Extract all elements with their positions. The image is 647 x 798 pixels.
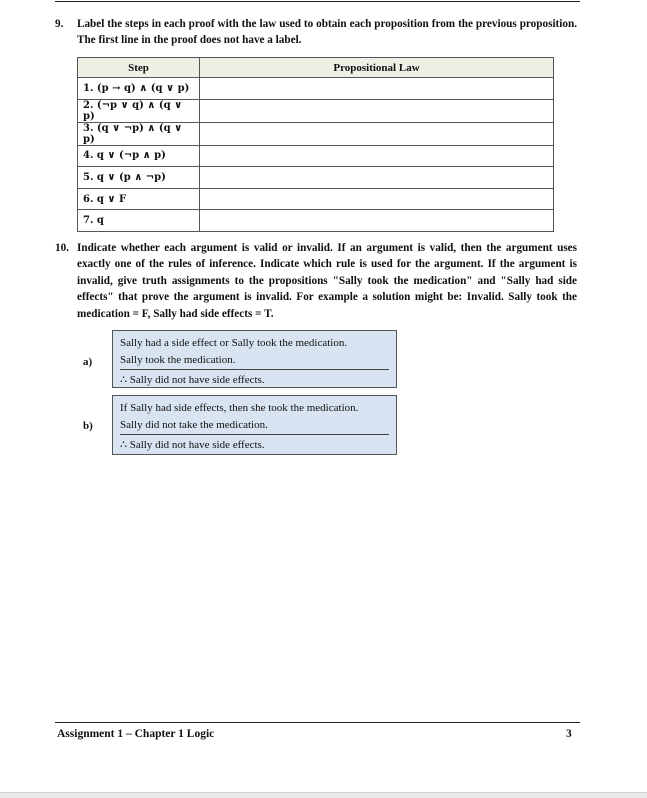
- argument-a-label: a): [83, 356, 93, 368]
- argument-a-box: [112, 330, 397, 388]
- law-cell[interactable]: [200, 188, 554, 210]
- table-row: [78, 145, 554, 167]
- step-cell: 1. (p → q) ∧ (q ∨ p): [78, 78, 200, 100]
- argument-b-divider: [120, 434, 389, 435]
- argument-a-conclusion: ∴ Sally did not have side effects.: [120, 374, 265, 386]
- argument-a-divider: [120, 369, 389, 370]
- argument-b-conclusion: ∴ Sally did not have side effects.: [120, 439, 265, 451]
- argument-b-box: [112, 395, 397, 455]
- law-cell[interactable]: [200, 145, 554, 167]
- table-row: [78, 78, 554, 100]
- argument-b-premise-2: Sally did not take the medication.: [120, 418, 268, 431]
- table-row: [78, 210, 554, 232]
- proof-table-header: [78, 58, 554, 78]
- step-cell: 3. (q ∨ ¬p) ∧ (q ∨ p): [78, 122, 200, 145]
- step-cell: 6. q ∨ F: [78, 188, 200, 210]
- law-cell[interactable]: [200, 167, 554, 189]
- argument-a-premise-1: Sally had a side effect or Sally took the medication.: [120, 337, 348, 349]
- table-row: [78, 122, 554, 145]
- question-9: [55, 16, 577, 49]
- step-cell: 2. (¬p ∨ q) ∧ (q ∨ p): [78, 99, 200, 122]
- law-cell[interactable]: [200, 210, 554, 232]
- step-cell: 7. q: [78, 210, 200, 232]
- page-edge: [0, 792, 647, 798]
- footer-title: Assignment 1 – Chapter 1 Logic: [57, 728, 215, 740]
- step-cell: 5. q ∨ (p ∧ ¬p): [78, 167, 200, 189]
- argument-b-premise-1: If Sally had side effects, then she took the medication.: [120, 402, 359, 414]
- question-10-number: 10.: [55, 242, 69, 254]
- question-10-text: Indicate whether each argument is valid or invalid. If an argument is valid, then the argument uses exactly one of the rules of inference. Indicate which rule is used for the argument. If the argument is invalid, give truth assignments to the propositions "Sally took the medication" and "Sally had side effects" that prove the argument is invalid. For example a solution might be: Invalid. Sally took the medication = F, Sally had side effects = T.: [77, 242, 577, 320]
- law-cell[interactable]: [200, 78, 554, 100]
- question-9-text: Label the steps in each proof with the law used to obtain each proposition from the previous proposition. The first line in the proof does not have a label.: [77, 18, 577, 47]
- step-cell: 4. q ∨ (¬p ∧ p): [78, 145, 200, 167]
- argument-a-premise-2: Sally took the medication.: [120, 353, 236, 366]
- table-row: [78, 188, 554, 210]
- question-9-number: 9.: [55, 18, 64, 30]
- proof-table: [77, 57, 554, 232]
- table-row: [78, 167, 554, 189]
- footer-rule: [55, 722, 580, 723]
- header-propositional-law: Propositional Law: [200, 58, 554, 78]
- top-rule: [55, 1, 580, 2]
- law-cell[interactable]: [200, 122, 554, 145]
- question-10: [55, 240, 577, 322]
- law-cell[interactable]: [200, 99, 554, 122]
- table-row: [78, 99, 554, 122]
- header-step: Step: [78, 58, 200, 78]
- argument-b-label: b): [83, 420, 93, 432]
- page-number: 3: [566, 728, 572, 740]
